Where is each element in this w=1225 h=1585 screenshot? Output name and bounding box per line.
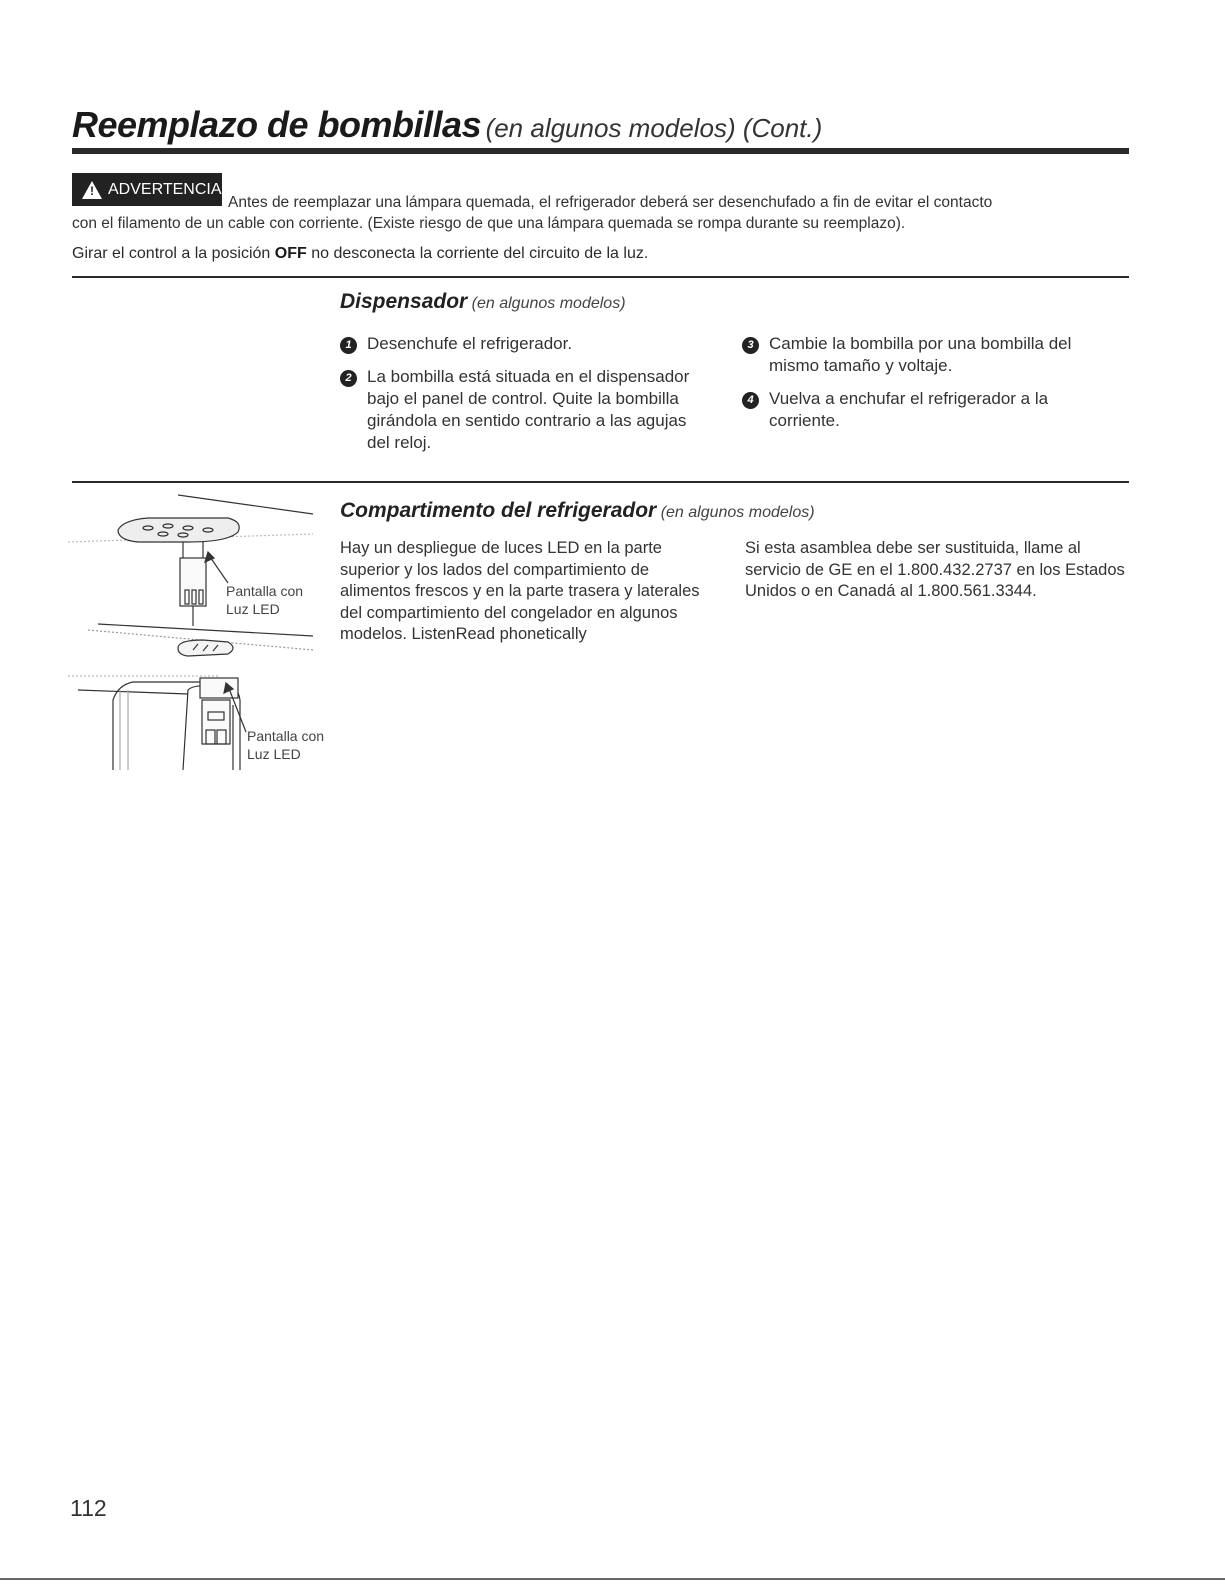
led-callout-2 bbox=[247, 727, 324, 763]
off-note-before: Girar el control a la posición bbox=[72, 245, 275, 262]
led-callout-1 bbox=[226, 582, 303, 618]
bottom-rule bbox=[0, 1578, 1225, 1580]
title-main: Reemplazo de bombillas bbox=[72, 104, 482, 145]
dispensador-step-2 bbox=[340, 366, 712, 454]
section-divider-2 bbox=[72, 481, 1129, 483]
step-text: La bombilla está situada en el dispensador bajo el panel de control. Quite la bombilla girándola en sentido contrario a las agujas del reloj. bbox=[367, 367, 690, 452]
compartimento-title: Compartimento del refrigerador bbox=[340, 499, 657, 522]
warning-text-line2: con el filamento de un cable con corriente. (Existe riesgo de que una lámpara quemada se rompa durante su reemplazo). bbox=[72, 215, 906, 232]
step-text: Vuelva a enchufar el refrigerador a la corriente. bbox=[769, 389, 1049, 430]
step-text: Desenchufe el refrigerador. bbox=[367, 334, 573, 353]
compartimento-paragraph-1: Hay un despliegue de luces LED en la parte superior y los lados del compartimiento de alimentos frescos y en la parte trasera y laterales del compartimiento del congelador en algunos modelos. ListenRead phonetically bbox=[340, 539, 700, 643]
dispensador-step-3 bbox=[742, 333, 1120, 377]
step-text: Cambie la bombilla por una bombilla del mismo tamaño y voltaje. bbox=[769, 334, 1072, 375]
compartimento-heading bbox=[340, 499, 815, 523]
warning-text-line1: Antes de reemplazar una lámpara quemada, el refrigerador deberá ser desenchufado a fin de evitar el contacto bbox=[228, 194, 993, 211]
warning-triangle-icon bbox=[82, 181, 102, 199]
led-callout-1-line2: Luz LED bbox=[226, 601, 280, 617]
section-divider-1 bbox=[72, 276, 1129, 278]
off-note-after: no desconecta la corriente del circuito de la luz. bbox=[306, 245, 649, 262]
led-callout-2-line1: Pantalla con bbox=[247, 728, 325, 744]
dispensador-step-4 bbox=[742, 388, 1072, 432]
led-callout-2-line2: Luz LED bbox=[247, 746, 301, 762]
title-suffix: (en algunos modelos) (Cont.) bbox=[485, 113, 823, 143]
step-number-icon: 2 bbox=[340, 370, 357, 387]
title-rule bbox=[72, 148, 1129, 154]
step-number-icon: 1 bbox=[340, 337, 357, 354]
step-number-icon: 4 bbox=[742, 392, 759, 409]
dispensador-heading bbox=[340, 290, 626, 314]
warning-badge-label: ADVERTENCIA bbox=[108, 180, 222, 198]
page-title bbox=[72, 104, 822, 146]
compartimento-subtitle: (en algunos modelos) bbox=[660, 504, 815, 521]
dispensador-subtitle: (en algunos modelos) bbox=[471, 295, 626, 312]
page-number: 112 bbox=[70, 1495, 107, 1521]
off-note-bold: OFF bbox=[274, 245, 307, 262]
compartimento-paragraph-2: Si esta asamblea debe ser sustituida, llame al servicio de GE en el 1.800.432.2737 en los Estados Unidos o en Canadá al 1.800.561.3344. bbox=[745, 539, 1125, 600]
dispensador-title: Dispensador bbox=[340, 290, 468, 313]
step-number-icon: 3 bbox=[742, 337, 759, 354]
warning-badge bbox=[72, 173, 222, 206]
dispensador-step-1 bbox=[340, 333, 720, 355]
off-note bbox=[72, 245, 648, 263]
led-callout-1-line1: Pantalla con bbox=[226, 583, 304, 599]
